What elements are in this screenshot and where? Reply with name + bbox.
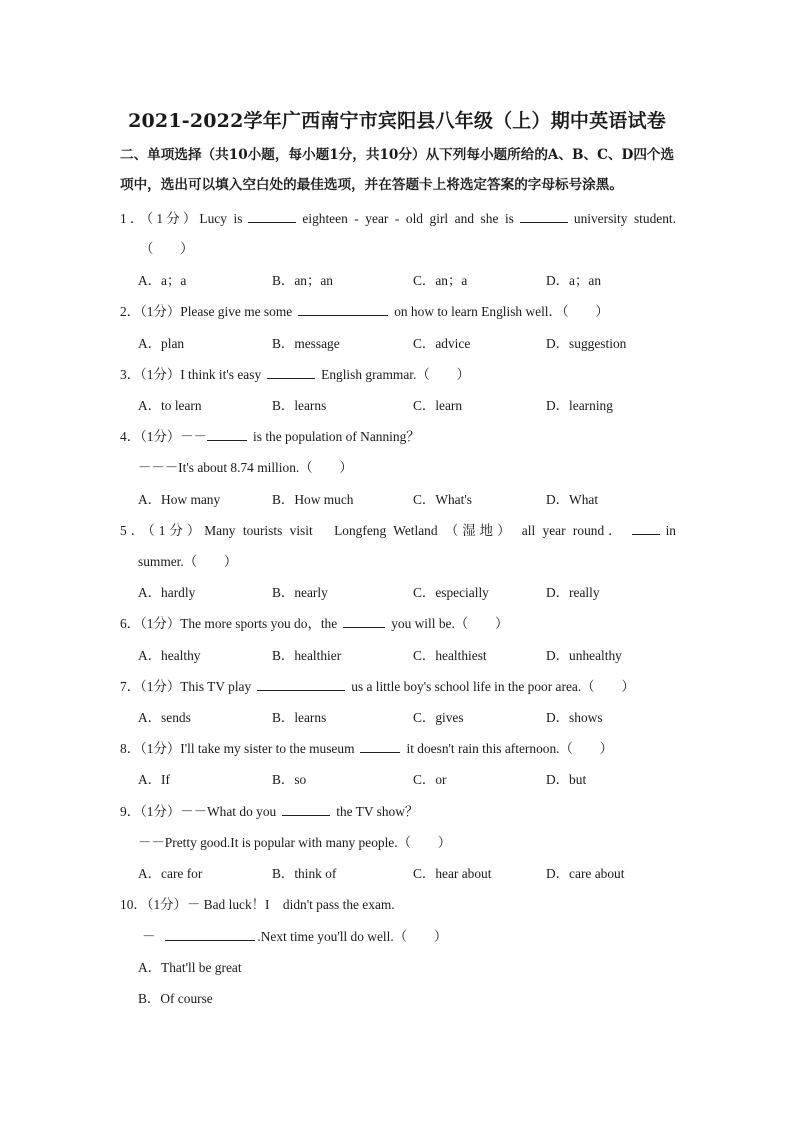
answer-blank: [298, 304, 388, 316]
section-instructions: 二、单项选择（共10小题，每小题1分，共10分）从下列每小题所给的A、B、C、D四个选项中，选出可以填入空白处的最佳选项，并在答题卡上将选定答案的字母标号涂黑。: [120, 147, 675, 193]
question-1-paren: （ ）: [140, 241, 194, 256]
answer-blank: [282, 804, 330, 816]
question-8: 8．（1分）I'll take my sister to the museum it doesn't rain this afternoon.（ ）: [120, 741, 614, 756]
option-d: D．really: [546, 585, 600, 600]
option-a: A．hardly: [138, 585, 196, 600]
option-d: D．unhealthy: [546, 648, 622, 663]
question-4-reply: －－－It's about 8.74 million.（ ）: [138, 460, 353, 475]
question-7: 7．（1分）This TV play us a little boy's school life in the poor area.（ ）: [120, 679, 635, 694]
question-10-reply: － .Next time you'll do well.（ ）: [142, 929, 448, 944]
option-b: B．an；an: [272, 273, 333, 288]
option-d: D．care about: [546, 866, 625, 881]
option-d: D．a；an: [546, 273, 602, 288]
option-c: C．advice: [413, 336, 471, 351]
option-d: D．shows: [546, 710, 603, 725]
option-c: C．learn: [413, 398, 463, 413]
option-c: C．What's: [413, 492, 472, 507]
option-b: B．think of: [272, 866, 337, 881]
option-a: A．healthy: [138, 648, 201, 663]
option-c: C．hear about: [413, 866, 492, 881]
option-d: D．but: [546, 772, 587, 787]
option-a: A．That'll be great: [138, 960, 242, 975]
question-3: 3．（1分）I think it's easy English grammar.（ ）: [120, 367, 470, 382]
option-b: B．healthier: [272, 648, 342, 663]
question-5: 5．（1分）Many tourists visit Longfeng Wetland （湿地） all year round． in: [120, 523, 676, 538]
answer-blank: [267, 367, 315, 379]
option-c: C．gives: [413, 710, 464, 725]
option-d: D．learning: [546, 398, 613, 413]
option-b: B．How much: [272, 492, 354, 507]
answer-blank: [632, 523, 660, 535]
answer-blank: [520, 211, 568, 223]
option-b: B．learns: [272, 398, 327, 413]
answer-blank: [257, 679, 345, 691]
option-a: A．to learn: [138, 398, 202, 413]
option-b: B．so: [272, 772, 307, 787]
answer-blank: [360, 741, 400, 753]
option-b: B．Of course: [138, 991, 213, 1006]
answer-blank: [248, 211, 296, 223]
option-a: A．care for: [138, 866, 203, 881]
answer-blank: [343, 616, 385, 628]
option-b: B．learns: [272, 710, 327, 725]
option-b: B．nearly: [272, 585, 328, 600]
option-a: A．If: [138, 772, 170, 787]
question-6: 6．（1分）The more sports you do，the you will be.（ ）: [120, 616, 509, 631]
option-c: C．or: [413, 772, 447, 787]
option-b: B．message: [272, 336, 340, 351]
option-c: C．an；a: [413, 273, 468, 288]
option-a: A．sends: [138, 710, 191, 725]
answer-blank: [165, 929, 255, 941]
question-1: 1．（1分）Lucy is eighteen - year - old girl and she is university student.: [120, 211, 677, 226]
option-a: A．How many: [138, 492, 221, 507]
answer-blank: [207, 429, 247, 441]
page-title: 2021-2022学年广西南宁市宾阳县八年级（上）期中英语试卷: [128, 110, 666, 132]
option-c: C．healthiest: [413, 648, 487, 663]
question-2: 2．（1分）Please give me some on how to learn English well．（ ）: [120, 304, 609, 319]
question-4: 4．（1分）－－ is the population of Nanning？: [120, 429, 420, 444]
question-10: 10．（1分）－ Bad luck！I didn't pass the exam.: [120, 897, 395, 912]
option-a: A．plan: [138, 336, 185, 351]
option-c: C．especially: [413, 585, 489, 600]
option-a: A．a；a: [138, 273, 187, 288]
question-9: 9．（1分）－－What do you the TV show？: [120, 804, 419, 819]
option-d: D．suggestion: [546, 336, 627, 351]
option-d: D．What: [546, 492, 599, 507]
question-9-reply: －－Pretty good.It is popular with many people.（ ）: [138, 835, 452, 850]
question-5-cont: summer.（ ）: [138, 554, 238, 569]
